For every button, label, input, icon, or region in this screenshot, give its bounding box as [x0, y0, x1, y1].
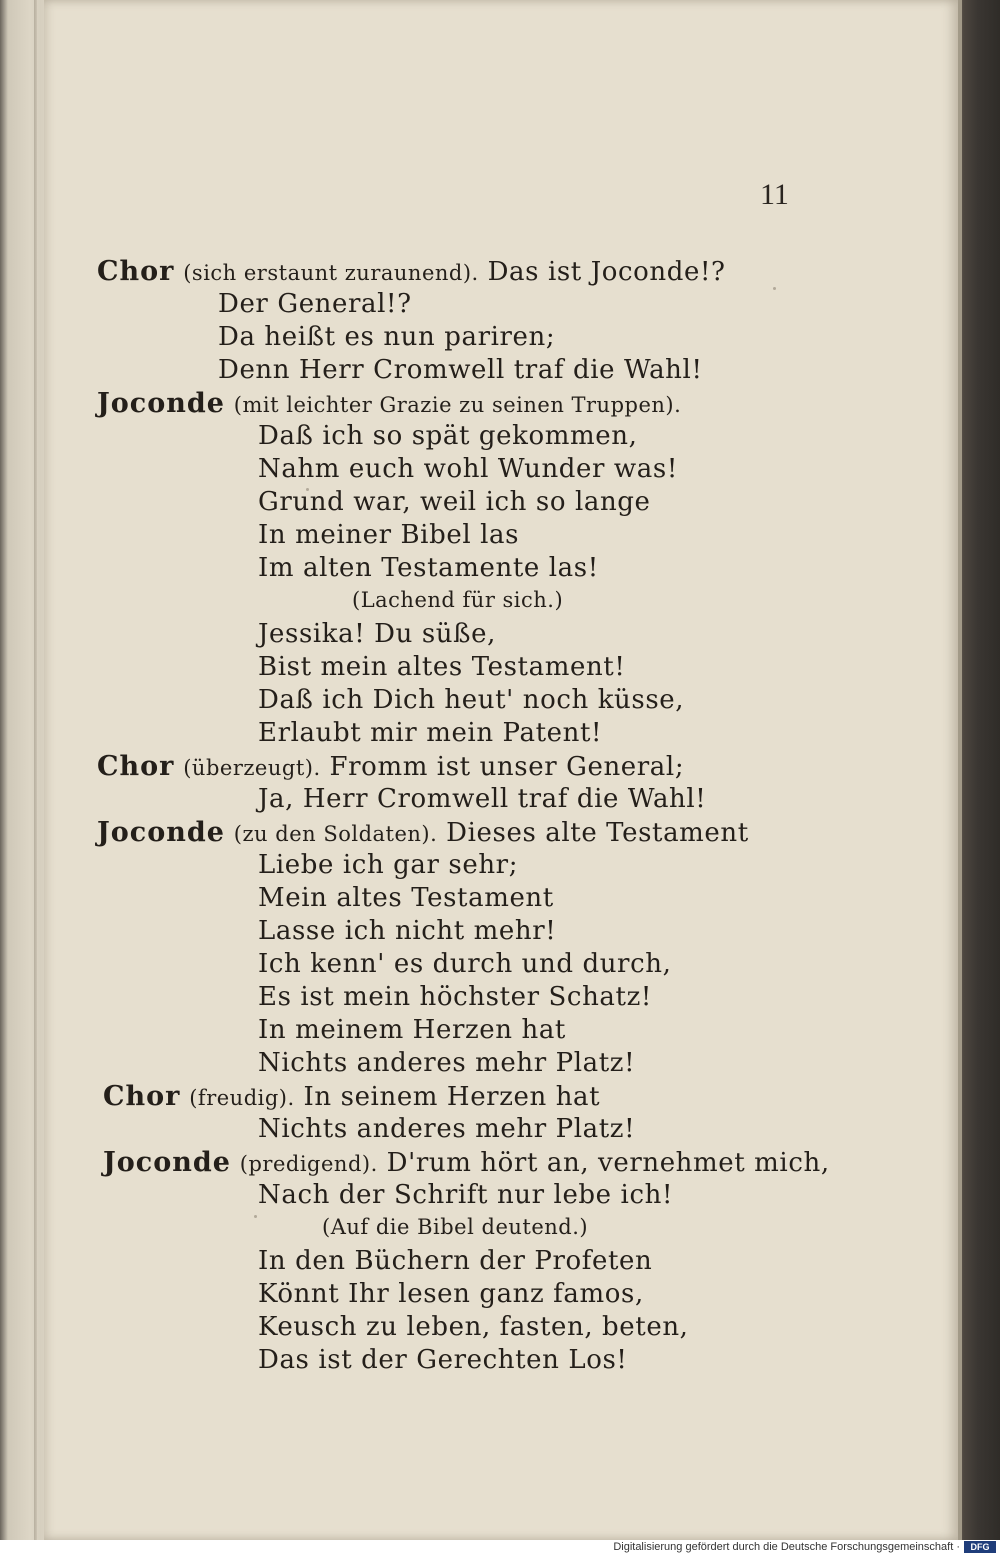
text-line: [103, 1147, 830, 1178]
verse-text: D'rum hört an, vernehmet mich,: [386, 1148, 830, 1178]
verse-text: Fromm ist unser General;: [329, 752, 685, 782]
verse-line: Nahm euch wohl Wunder was!: [258, 454, 678, 484]
speaker-name: Joconde: [97, 817, 225, 848]
verse-text: Dieses alte Testament: [446, 818, 749, 848]
verse-line: In den Büchern der Profeten: [258, 1246, 653, 1276]
page-number: 11: [760, 178, 789, 211]
stage-direction: (zu den Soldaten).: [233, 822, 438, 846]
stage-direction: (mit leichter Grazie zu seinen Truppen).: [233, 393, 682, 417]
verse-line: Daß ich Dich heut' noch küsse,: [258, 685, 685, 715]
verse-line: Liebe ich gar sehr;: [258, 850, 519, 880]
verse-line: Nichts anderes mehr Platz!: [258, 1114, 636, 1144]
text-line: [97, 388, 681, 419]
verse-line: Das ist der Gerechten Los!: [258, 1345, 628, 1375]
verse-line: Es ist mein höchster Schatz!: [258, 982, 652, 1012]
verse-line: Der General!?: [218, 289, 412, 319]
verse-line: Grund war, weil ich so lange: [258, 487, 651, 517]
page-edge: [958, 0, 962, 1540]
verse-line: Mein altes Testament: [258, 883, 554, 913]
stage-direction: (sich erstaunt zuraunend).: [183, 261, 479, 285]
stage-direction: (predigend).: [239, 1152, 378, 1176]
verse-text: Das ist Joconde!?: [487, 257, 726, 287]
verse-line: In meinem Herzen hat: [258, 1015, 566, 1045]
verse-line: Denn Herr Cromwell traf die Wahl!: [218, 355, 703, 385]
page-edge-shadow: [958, 0, 1000, 1555]
verse-line: Bist mein altes Testament!: [258, 652, 626, 682]
text-line: [97, 751, 684, 782]
paper-speck: [306, 488, 309, 491]
verse-line: Lasse ich nicht mehr!: [258, 916, 557, 946]
verse-line: Im alten Testamente las!: [258, 553, 599, 583]
speaker-name: Joconde: [97, 388, 225, 419]
footer-credit: Digitalisierung gefördert durch die Deutsche Forschungsgemeinschaft ·: [613, 1541, 960, 1553]
stage-direction: (Lachend für sich.): [352, 588, 564, 612]
verse-line: In meiner Bibel las: [258, 520, 520, 550]
verse-line: Da heißt es nun pariren;: [218, 322, 556, 352]
verse-line: Nichts anderes mehr Platz!: [258, 1048, 636, 1078]
speaker-name: Chor: [97, 256, 175, 287]
verse-line: Erlaubt mir mein Patent!: [258, 718, 603, 748]
verse-line: Nach der Schrift nur lebe ich!: [258, 1180, 673, 1210]
speaker-name: Chor: [103, 1081, 181, 1112]
paper-speck: [254, 1215, 257, 1218]
paper-speck: [773, 287, 776, 290]
stage-direction: (Auf die Bibel deutend.): [322, 1215, 589, 1239]
text-line: [97, 256, 726, 287]
text-line: [103, 1081, 600, 1112]
dfg-logo: DFG: [964, 1541, 996, 1553]
verse-line: Keusch zu leben, fasten, beten,: [258, 1312, 689, 1342]
stage-direction: (freudig).: [189, 1086, 295, 1110]
book-gutter: [34, 0, 37, 1540]
verse-text: In seinem Herzen hat: [303, 1082, 601, 1112]
verse-line: Ich kenn' es durch und durch,: [258, 949, 672, 979]
speaker-name: Chor: [97, 751, 175, 782]
stage-direction: (überzeugt).: [183, 756, 321, 780]
verse-line: Ja, Herr Cromwell traf die Wahl!: [258, 784, 707, 814]
text-line: [97, 817, 749, 848]
verse-line: Daß ich so spät gekommen,: [258, 421, 638, 451]
speaker-name: Joconde: [103, 1147, 231, 1178]
verse-line: Könnt Ihr lesen ganz famos,: [258, 1279, 644, 1309]
verse-line: Jessika! Du süße,: [258, 619, 496, 649]
